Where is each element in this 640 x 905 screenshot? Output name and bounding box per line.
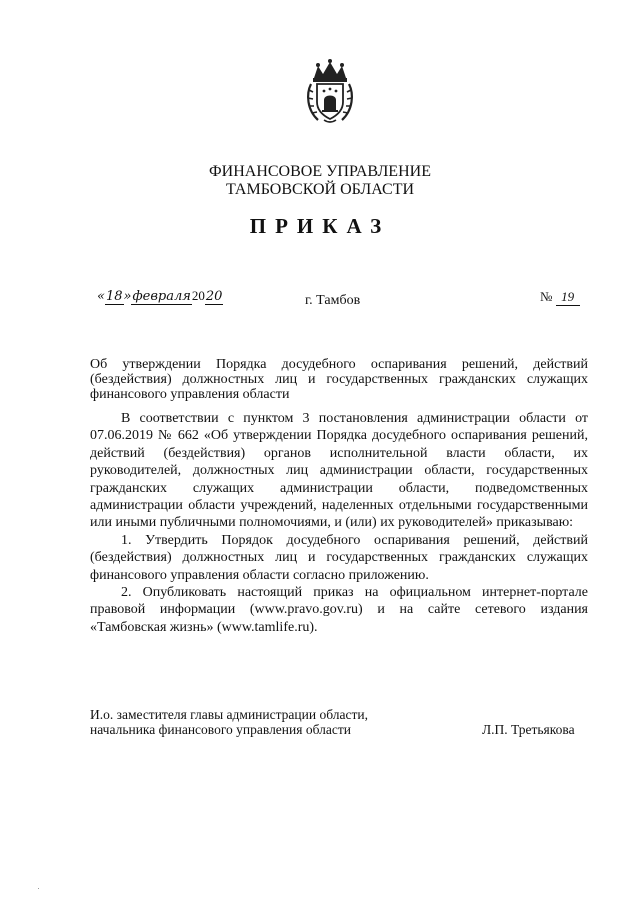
date-year-suffix: 20 [205,289,223,304]
body-paragraph-preamble: В соответствии с пунктом 3 постановления администрации области от 07.06.2019 № 662 «Об утверждении Порядка досудебного оспаривания решений, действий (бездействия) органов исполнительной власти области, их руководителей, должностных лиц администрации области, государственных гражданских служащих администрации области, подведомственных администрации области учреждений, наделенных отдельными государственными или иными публичными полномочиями, и (или) их руководителей» приказываю: [90,411,588,531]
number-value: 19 [556,289,580,306]
coat-of-arms-icon [304,58,356,126]
scan-speck [38,888,39,889]
body-paragraph-item-2: 2. Опубликовать настоящий приказ на официальном интернет-портале правовой информации (www.pravo.gov.ru) и на сайте сетевого издания «Тамбовская жизнь» (www.tamlife.ru). [90,585,588,635]
date-open-quote: « [97,289,105,304]
document-date [97,288,223,305]
organization-name-line1: ФИНАНСОВОЕ УПРАВЛЕНИЕ [209,163,431,180]
document-city: г. Тамбов [305,293,361,308]
number-label: № [540,289,553,304]
signatory-position-line2: начальника финансового управления области [90,722,351,737]
date-year-prefix: 20 [191,288,205,303]
signatory-name: Л.П. Третьякова [482,722,575,737]
date-close-quote: » [123,289,132,304]
signatory-position [90,707,368,737]
document-number [540,289,580,306]
document-subject: Об утверждении Порядка досудебного оспаривания решений, действий (бездействия) должностных лиц и государственных гражданских служащих финансового управления области [90,357,588,402]
document-type-title: ПРИКАЗ [249,214,391,238]
signatory-position-line1: И.о. заместителя главы администрации области, [90,707,368,722]
date-day: 18 [105,289,123,304]
organization-name-line2: ТАМБОВСКОЙ ОБЛАСТИ [225,181,415,198]
body-paragraph-item-1: 1. Утвердить Порядок досудебного оспаривания решений, действий (бездействия) должностных лиц и государственных гражданских служащих финансового управления области согласно приложению. [90,532,588,583]
document-body [90,410,588,636]
date-month: февраля [132,289,191,304]
